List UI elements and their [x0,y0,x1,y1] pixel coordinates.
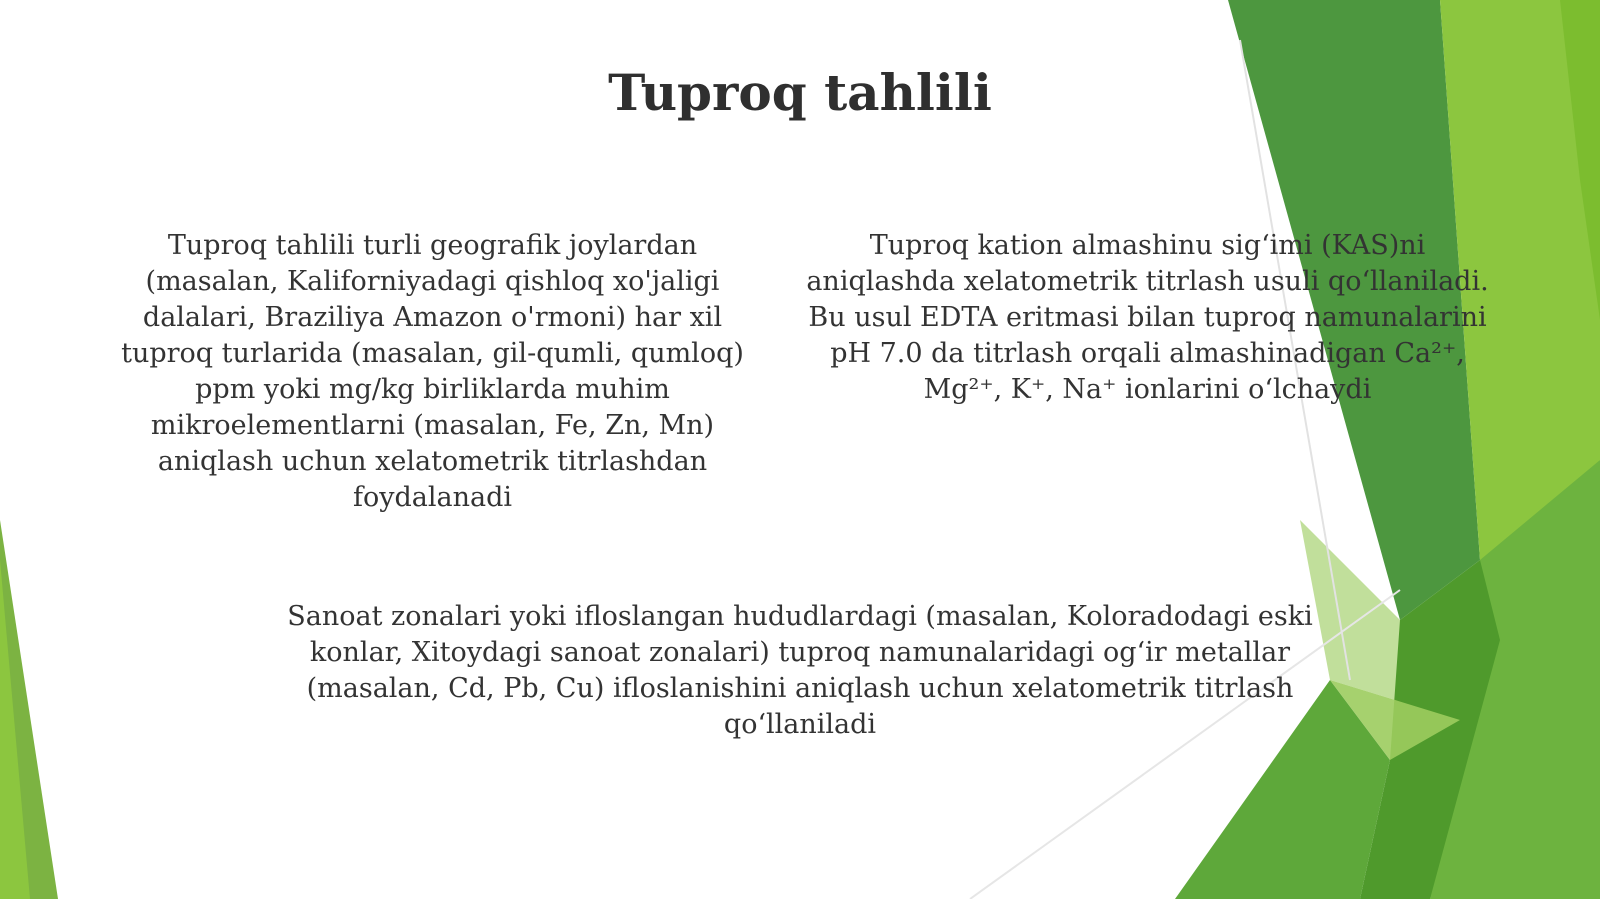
text-block-left: Tuproq tahlili turli geografik joylardan (masalan, Kaliforniyadagi qishloq xo'jaligi dalalari, Braziliya Amazon o'rmoni) har xil tuproq turlarida (masalan, gil-qumli, qumloq) ppm yoki mg/kg birliklarda muhim mikroelementlarni (masalan, Fe, Zn, Mn) aniqlash uchun xelatometrik titrlashdan foydalanadi [121,230,744,513]
slide-title: Tuproq tahlili [608,63,992,122]
text-block-bottom: Sanoat zonalari yoki ifloslangan hududlardagi (masalan, Koloradodagi eski konlar, Xitoydagi sanoat zonalari) tuproq namunalaridagi og‘ir metallar (masalan, Cd, Pb, Cu) ifloslanishini aniqlash uchun xelatometrik titrlash qo‘llaniladi [287,601,1313,740]
text-block-right: Tuproq kation almashinu sig‘imi (KAS)ni aniqlashda xelatometrik titrlash usuli qo‘llaniladi. Bu usul EDTA eritmasi bilan tuproq namunalarini pH 7.0 da titrlash orqali almashinadigan Ca²⁺, Mg²⁺, K⁺, Na⁺ ionlarini o‘lchaydi [806,230,1489,405]
